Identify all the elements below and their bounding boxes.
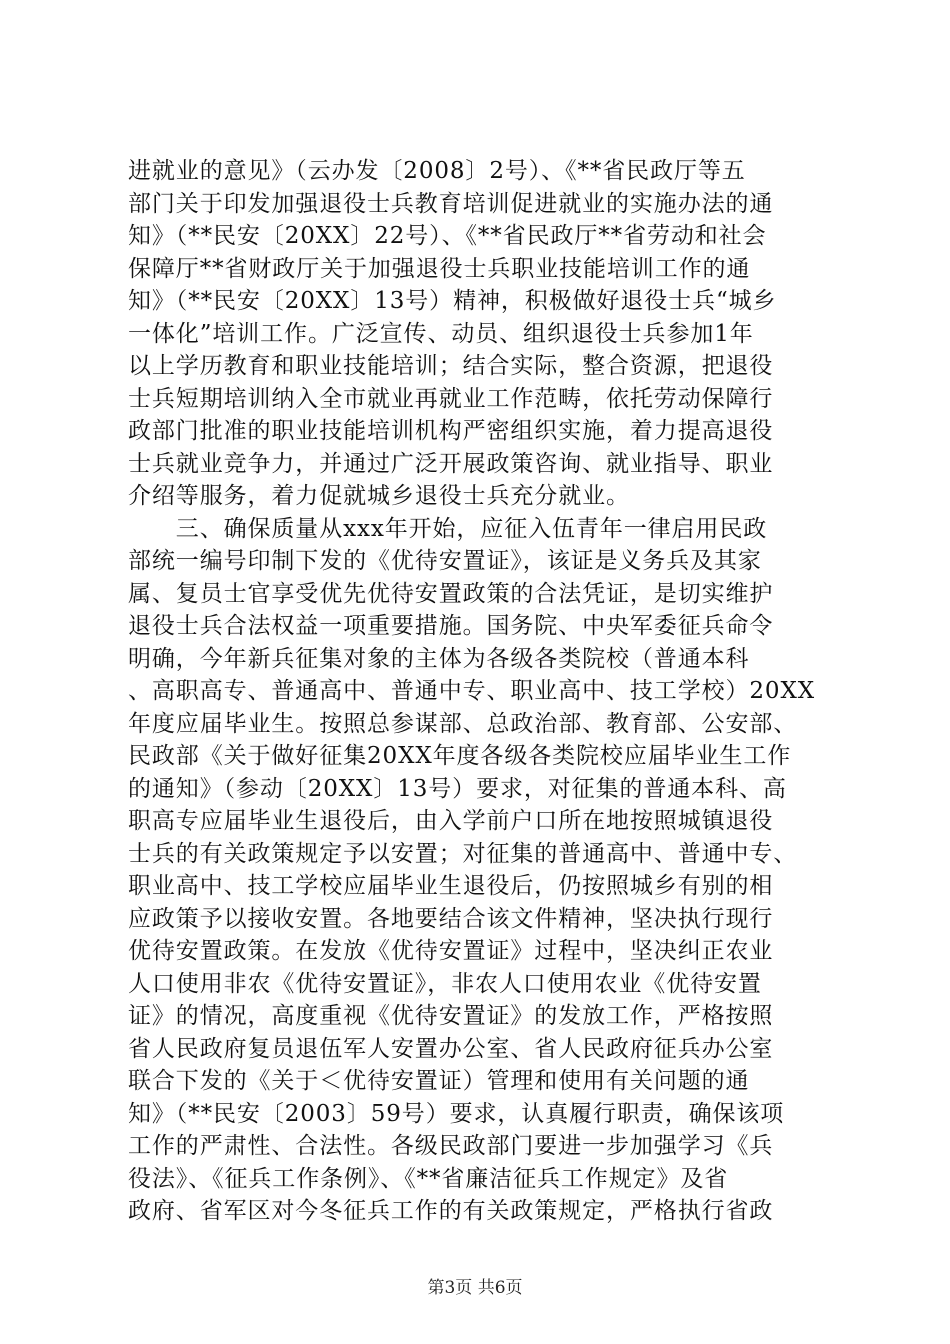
text-line: 职业高中、技工学校应届毕业生退役后，仍按照城乡有别的相 — [128, 873, 774, 899]
text-line: 介绍等服务，着力促就城乡退役士兵充分就业。 — [128, 483, 630, 509]
page-footer: 第3页 共6页 — [427, 1278, 523, 1298]
text-line: 部门关于印发加强退役士兵教育培训促进就业的实施办法的通 — [128, 190, 774, 217]
text-line: 部统一编号印制下发的《优待安置证》，该证是义务兵及其家 — [128, 548, 762, 574]
text-line: 优待安置政策。在发放《优待安置证》过程中，坚决纠正农业 — [128, 938, 774, 964]
text-line: 知》（**民安〔20XX〕22号）、《**省民政厅**省劳动和社会 — [128, 223, 767, 249]
text-line: 的通知》（参动〔20XX〕13号）要求，对征集的普通本科、高 — [128, 775, 787, 802]
body-text — [128, 155, 828, 1228]
text-line: 政部门批准的职业技能培训机构严密组织实施，着力提高退役 — [128, 418, 774, 444]
text-line: 知》（**民安〔2003〕59号）要求，认真履行职责，确保该项 — [128, 1100, 785, 1127]
text-line: 保障厅**省财政厅关于加强退役士兵职业技能培训工作的通 — [128, 255, 751, 282]
text-line: 证》的情况，高度重视《优待安置证》的发放工作，严格按照 — [128, 1003, 774, 1029]
text-line: 士兵就业竞争力，并通过广泛开展政策咨询、就业指导、职业 — [128, 450, 774, 477]
text-line: 民政部《关于做好征集20XX年度各级各类院校应届毕业生工作 — [128, 743, 792, 769]
text-line: 知》（**民安〔20XX〕13号）精神，积极做好退役士兵“城乡 — [128, 288, 777, 314]
text-line: 明确，今年新兵征集对象的主体为各级各类院校（普通本科 — [128, 645, 750, 672]
text-line: 退役士兵合法权益一项重要措施。国务院、中央军委征兵命令 — [128, 613, 774, 639]
text-line: 役法》、《征兵工作条例》、《**省廉洁征兵工作规定》及省 — [128, 1165, 729, 1192]
text-line: 士兵短期培训纳入全市就业再就业工作范畴，依托劳动保障行 — [128, 385, 774, 412]
text-line: 以上学历教育和职业技能培训；结合实际，整合资源，把退役 — [128, 353, 774, 379]
text-line: 工作的严肃性、合法性。各级民政部门要进一步加强学习《兵 — [128, 1133, 774, 1159]
text-line: 三、确保质量从xxx年开始，应征入伍青年一律启用民政 — [128, 515, 768, 542]
text-line: 政府、省军区对今冬征兵工作的有关政策规定，严格执行省政 — [128, 1198, 774, 1224]
text-line: 士兵的有关政策规定予以安置；对征集的普通高中、普通中专、 — [128, 840, 798, 867]
text-line: 应政策予以接收安置。各地要结合该文件精神，坚决执行现行 — [128, 905, 774, 932]
text-line: 省人民政府复员退伍军人安置办公室、省人民政府征兵办公室 — [128, 1035, 774, 1062]
text-line: 进就业的意见》（云办发〔2008〕2号）、《**省民政厅等五 — [128, 158, 746, 184]
text-line: 职高专应届毕业生退役后，由入学前户口所在地按照城镇退役 — [128, 808, 774, 834]
text-line: 属、复员士官享受优先优待安置政策的合法凭证，是切实维护 — [128, 580, 774, 607]
text-line: 、高职高专、普通高中、普通中专、职业高中、技工学校）20XX — [128, 678, 816, 704]
text-line: 年度应届毕业生。按照总参谋部、总政治部、教育部、公安部、 — [128, 710, 798, 737]
text-line: 人口使用非农《优待安置证》，非农人口使用农业《优待安置 — [128, 970, 762, 997]
text-line: 联合下发的《关于＜优待安置证）管理和使用有关问题的通 — [128, 1068, 750, 1094]
text-line: 一体化”培训工作。广泛宣传、动员、组织退役士兵参加1年 — [128, 320, 754, 347]
